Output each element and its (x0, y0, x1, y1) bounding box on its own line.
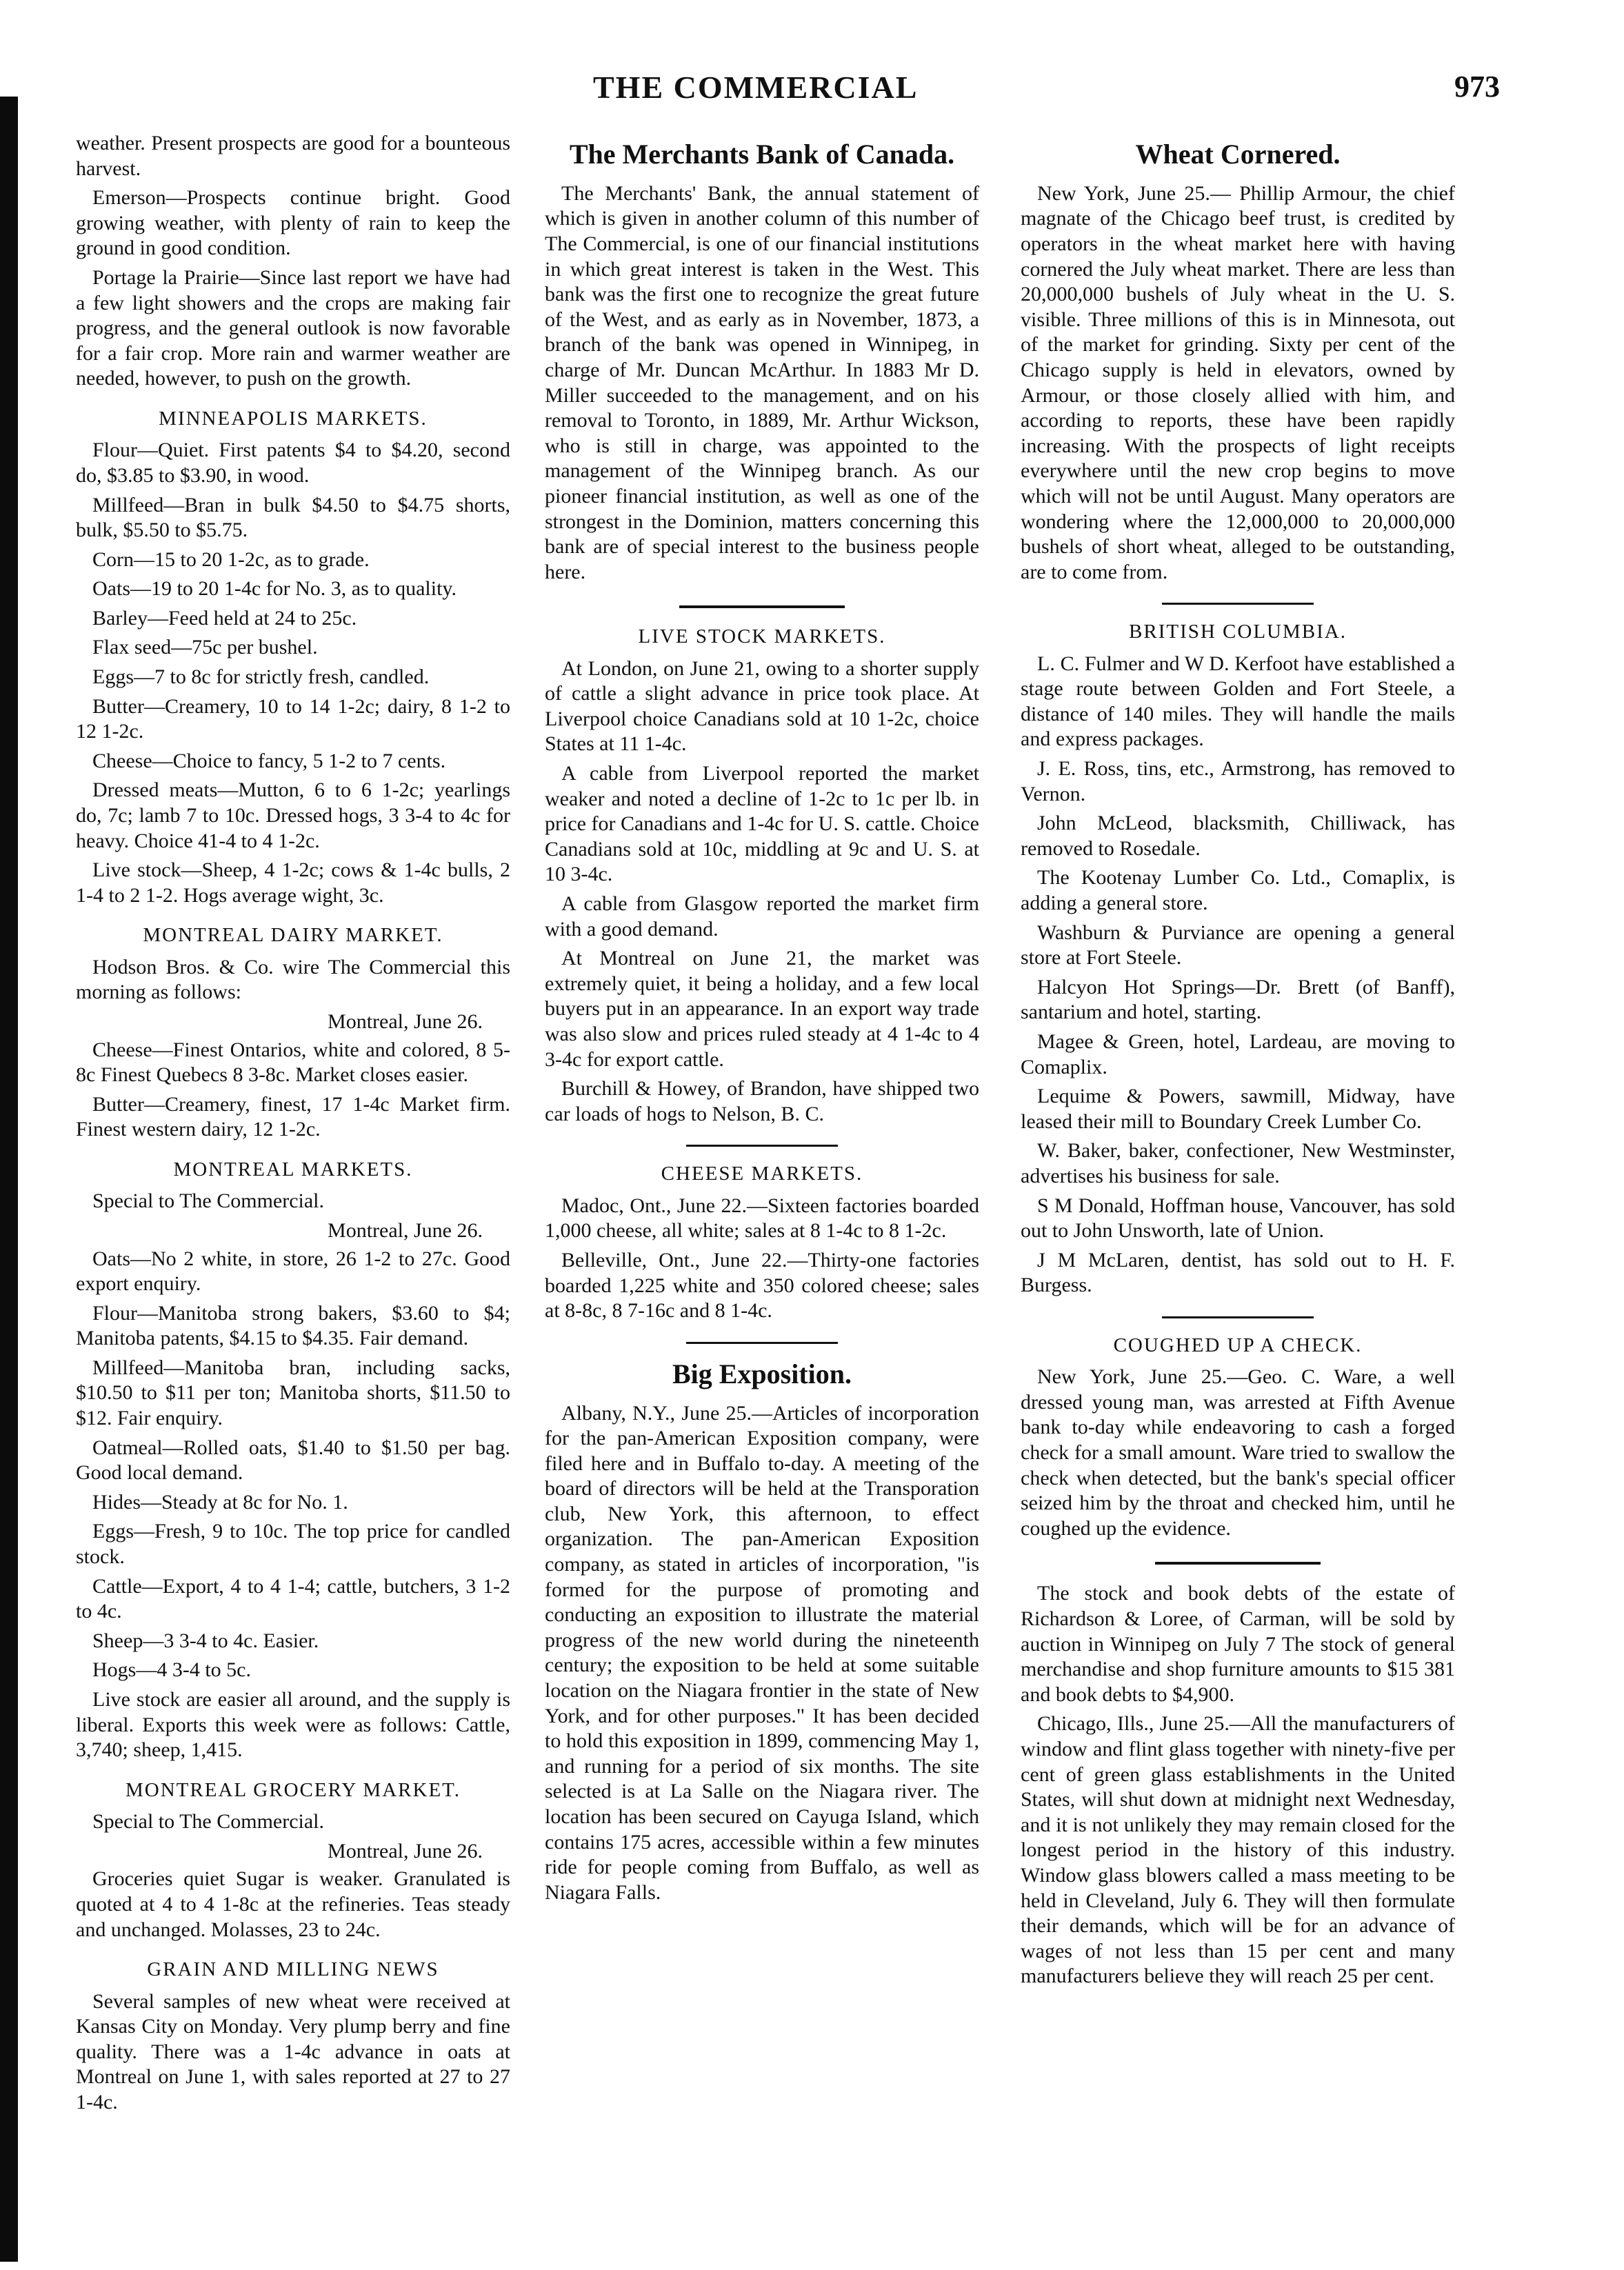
paragraph: J M McLaren, dentist, has sold out to H. F. Burgess. (1021, 1248, 1455, 1297)
paragraph: John McLeod, blacksmith, Chilliwack, has removed to Rosedale. (1021, 812, 1455, 860)
paragraph: Special to The Commercial. (92, 1189, 325, 1213)
section-heading: COUGHED UP A CHECK. (1113, 1334, 1363, 1356)
paragraph: Groceries quiet Sugar is weaker. Granulated is quoted at 4 to 4 1-8c at the refineries. Teas steady and unchanged. Molasses, 23 to 24c. (76, 1867, 510, 1941)
section-heading: MONTREAL GROCERY MARKET. (126, 1778, 461, 1801)
section-heading: MINNEAPOLIS MARKETS. (159, 407, 428, 430)
paragraph: The Kootenay Lumber Co. Ltd., Comaplix, is adding a general store. (1021, 866, 1455, 915)
paragraph: Burchill & Howey, of Brandon, have shipped two car loads of hogs to Nelson, B. C. (545, 1077, 979, 1125)
paragraph: Millfeed—Bran in bulk $4.50 to $4.75 shorts, bulk, $5.50 to $5.75. (76, 493, 510, 542)
paragraph: Chicago, Ills., June 25.—All the manufacturers of window and flint glass together with ninety-five per cent of green glass establishments in the United States, will shut down at midnight next Wednesday, and it is not unlikely they may remain closed for the longest period in the history of this industry. Window glass blowers called a mass meeting to be held in Cleveland, July 6. They will then formulate their demands, which will be for an advance of wages of not less than 15 per cent and many manufacturers believe they will reach 25 per cent. (1021, 1712, 1455, 1988)
paragraph: Corn—15 to 20 1-2c, as to grade. (92, 548, 370, 571)
dateline: Montreal, June 26. (328, 1839, 483, 1862)
paragraph: Live stock—Sheep, 4 1-2c; cows & 1-4c bulls, 2 1-4 to 2 1-2. Hogs average wight, 3c. (76, 858, 510, 907)
paragraph: At Montreal on June 21, the market was extremely quiet, it being a holiday, and a few local buyers put in an appearance. In an export way trade was also slow and prices ruled steady at 4 1-4c to 4 3-4c for export cattle. (545, 947, 979, 1071)
binding-edge (0, 97, 18, 2262)
paragraph: Flour—Quiet. First patents $4 to $4.20, second do, $3.85 to $3.90, in wood. (76, 439, 510, 487)
paragraph: Live stock are easier all around, and the supply is liberal. Exports this week were as follows: Cattle, 3,740; sheep, 1,415. (76, 1688, 510, 1762)
column-2 (545, 131, 979, 1909)
article-heading: Big Exposition. (672, 1358, 852, 1389)
paragraph: Oats—No 2 white, in store, 26 1-2 to 27c. Good export enquiry. (76, 1247, 510, 1296)
paragraph: L. C. Fulmer and W D. Kerfoot have established a stage route between Golden and Fort Steele, a distance of 140 miles. They will handle the mails and express packages. (1021, 652, 1455, 751)
paragraph: Butter—Creamery, finest, 17 1-4c Market firm. Finest western dairy, 12 1-2c. (76, 1092, 510, 1141)
section-rule (1162, 1316, 1314, 1318)
column-1 (76, 131, 510, 2119)
paragraph: A cable from Glasgow reported the market firm with a good demand. (545, 892, 979, 941)
paragraph: The Merchants' Bank, the annual statement of which is given in another column of this number of The Commercial, is one of our financial institutions in which great interest is taken in the West. This bank was the first one to recognize the great future of the West, and as early as in November, 1873, a branch of the bank was opened in Winnipeg, in charge of Mr. Duncan McArthur. In 1883 Mr D. Miller succeeded to the management, and on his removal to Toronto, in 1889, Mr. Arthur Wickson, who is still in charge, was appointed to the management of the Winnipeg branch. As our pioneer financial institution, as well as one of the strongest in the Dominion, matters concerning this bank are of special interest to the business people here. (545, 181, 979, 583)
section-rule (686, 1145, 838, 1147)
section-heading: MONTREAL DAIRY MARKET. (143, 924, 443, 947)
paragraph: New York, June 25.— Phillip Armour, the chief magnate of the Chicago beef trust, is credited by operators in the wheat market here with having cornered the July wheat market. There are less than 20,000,000 bushels of July wheat in the U. S. visible. Three millions of this is in Minnesota, out of the market for grinding. Sixty per cent of the Chicago supply is held in elevators, owned by Armour, or those closely allied with him, and according to reports, these have been rapidly increasing. With the prospects of light receipts everywhere until the new crop begins to move which will not be until August. Many operators are wondering where the 12,000,000 to 20,000,000 bushels of short wheat, alleged to be outstanding, are to come from. (1021, 181, 1455, 583)
section-heading: BRITISH COLUMBIA. (1129, 621, 1347, 643)
paragraph: Lequime & Powers, sawmill, Midway, have leased their mill to Boundary Creek Lumber Co. (1021, 1085, 1455, 1133)
paragraph: Oats—19 to 20 1-4c for No. 3, as to quality. (92, 577, 457, 601)
paragraph: Washburn & Purviance are opening a general store at Fort Steele. (1021, 921, 1455, 970)
paragraph: Cheese—Choice to fancy, 5 1-2 to 7 cents. (92, 749, 446, 772)
paragraph: A cable from Liverpool reported the market weaker and noted a decline of 1-2c to 1c per lb. in price for Canadians and 1-4c for U. S. cattle. Choice Canadians sold at 10c, middling at 9c and U. S. at 10 3-4c. (545, 762, 979, 886)
paragraph: Magee & Green, hotel, Lardeau, are moving to Comaplix. (1021, 1029, 1455, 1078)
paragraph: At London, on June 21, owing to a shorter supply of cattle a slight advance in price took place. At Liverpool choice Canadians sold at 10 1-2c, choice States at 11 1-4c. (545, 656, 979, 756)
paragraph: New York, June 25.—Geo. C. Ware, a well dressed young man, was arrested at Fifth Avenue bank to-day while endeavoring to cash a forged check for a small amount. Ware tried to swallow the check when detected, but the bank's special officer seized him by the throat and checked him, until he coughed up the evidence. (1021, 1365, 1455, 1540)
section-heading: CHEESE MARKETS. (661, 1163, 863, 1185)
paragraph: Hodson Bros. & Co. wire The Commercial this morning as follows: (76, 955, 510, 1004)
paragraph: Sheep—3 3-4 to 4c. Easier. (92, 1629, 319, 1652)
paragraph: Portage la Prairie—Since last report we have had a few light showers and the crops are making fair progress, and the general outlook is now favorable for a fair crop. More rain and warmer weather are needed, however, to push on the growth. (76, 265, 510, 390)
paragraph: Flax seed—75c per bushel. (92, 636, 318, 659)
page-title: THE COMMERCIAL (593, 70, 919, 105)
section-rule (1162, 603, 1314, 605)
paragraph: Emerson—Prospects continue bright. Good growing weather, with plenty of rain to keep the ground in good condition. (76, 186, 510, 260)
paragraph: J. E. Ross, tins, etc., Armstrong, has removed to Vernon. (1021, 757, 1455, 805)
paragraph: weather. Present prospects are good for a bounteous harvest. (76, 132, 510, 180)
paragraph: Hides—Steady at 8c for No. 1. (92, 1490, 348, 1514)
paragraph: S M Donald, Hoffman house, Vancouver, has sold out to John Unsworth, late of Union. (1021, 1194, 1455, 1243)
section-rule (679, 605, 845, 608)
paragraph: Flour—Manitoba strong bakers, $3.60 to $4; Manitoba patents, $4.15 to $4.35. Fair demand. (76, 1301, 510, 1350)
section-heading: GRAIN AND MILLING NEWS (147, 1958, 439, 1981)
paragraph: The stock and book debts of the estate of Richardson & Loree, of Carman, will be sold by auction in Winnipeg on July 7 The stock of general merchandise and shop furniture amounts to $15 381 and book debts to $4,900. (1021, 1582, 1455, 1706)
paragraph: Halcyon Hot Springs—Dr. Brett (of Banff), santarium and hotel, starting. (1021, 975, 1455, 1024)
section-heading: LIVE STOCK MARKETS. (638, 625, 886, 648)
section-rule (686, 1342, 838, 1344)
paragraph: Barley—Feed held at 24 to 25c. (92, 606, 357, 630)
dateline: Montreal, June 26. (328, 1010, 483, 1033)
paragraph: Belleville, Ont., June 22.—Thirty-one factories boarded 1,225 white and 350 colored cheese; sales at 8-8c, 8 7-16c and 8 1-4c. (545, 1248, 979, 1323)
paragraph: Cattle—Export, 4 to 4 1-4; cattle, butchers, 3 1-2 to 4c. (76, 1574, 510, 1623)
paragraph: Cheese—Finest Ontarios, white and colored, 8 5-8c Finest Quebecs 8 3-8c. Market closes easier. (76, 1038, 510, 1087)
paragraph: Oatmeal—Rolled oats, $1.40 to $1.50 per bag. Good local demand. (76, 1436, 510, 1485)
paragraph: Hogs—4 3-4 to 5c. (92, 1658, 251, 1682)
section-heading: MONTREAL MARKETS. (173, 1158, 413, 1181)
paragraph: W. Baker, baker, confectioner, New Westminster, advertises his business for sale. (1021, 1139, 1455, 1187)
section-rule (1155, 1562, 1321, 1565)
article-heading: Wheat Cornered. (1135, 139, 1341, 170)
article-heading: The Merchants Bank of Canada. (569, 139, 955, 170)
paragraph: Albany, N.Y., June 25.—Articles of incorporation for the pan-American Exposition company, were filed here and in Buffalo to-day. A meeting of the board of directors will be held at the Transporation club, New York, this afternoon, to effect organization. The pan-American Exposition company, as stated in articles of incorporation, "is formed for the purpose of promoting and conducting an exposition to illustrate the material progress of the new world during the nineteenth century; the exposition to be held at some suitable location on the Niagara frontier in the state of New York, and for other purposes." It has been decided to hold this exposition in 1899, commencing May 1, and running for a period of six months. The site selected is at La Salle on the Niagara river. The location has been secured on Cayuga Island, which contains 175 acres, accessible within a few minutes ride for people coming from Buffalo, as well as Niagara Falls. (545, 1401, 979, 1904)
paragraph: Dressed meats—Mutton, 6 to 6 1-2c; yearlings do, 7c; lamb 7 to 10c. Dressed hogs, 3 3-4 to 4c for heavy. Choice 41-4 to 4 1-2c. (76, 779, 510, 852)
page-number: 973 (1454, 70, 1500, 103)
column-3 (1021, 131, 1455, 1993)
paragraph: Eggs—Fresh, 9 to 10c. The top price for candled stock. (76, 1520, 510, 1569)
intro-section (76, 131, 510, 392)
paragraph: Eggs—7 to 8c for strictly fresh, candled. (92, 665, 430, 689)
paragraph: Madoc, Ont., June 22.—Sixteen factories boarded 1,000 cheese, all white; sales at 8 1-4c to 8 1-2c. (545, 1194, 979, 1243)
running-head (0, 69, 1624, 124)
paragraph: Special to The Commercial. (92, 1810, 325, 1834)
paragraph: Several samples of new wheat were received at Kansas City on Monday. Very plump berry and fine quality. There was a 1-4c advance in oats at Montreal on June 1, with sales reported at 27 to 27 1-4c. (76, 1989, 510, 2113)
paragraph: Millfeed—Manitoba bran, including sacks, $10.50 to $11 per ton; Manitoba shorts, $11.50 to $12. Fair enquiry. (76, 1356, 510, 1430)
dateline: Montreal, June 26. (328, 1218, 483, 1242)
paragraph: Butter—Creamery, 10 to 14 1-2c; dairy, 8 1-2 to 12 1-2c. (76, 694, 510, 743)
